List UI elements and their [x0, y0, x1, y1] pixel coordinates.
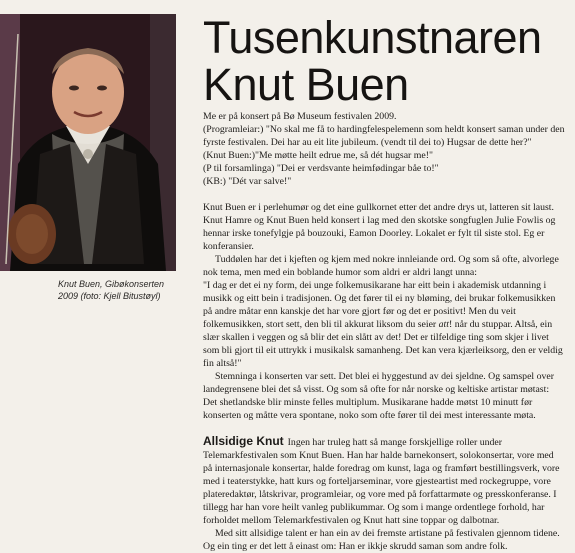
paragraph: Knut Buen er i perlehumør og det eine gullkornet etter det andre drys ut, latteren sit laust. Knut Hamre og Knut Buen held konsert i lag med den skotske songfuglen Julie Fowlis og hennar irske tonefylgje på bouzouki, Eamon Doorley. Lokalet er fylt til siste stol. Eg er konferansier.: [203, 202, 556, 252]
paragraph: Tuddølen har det i kjeften og kjem med nokre innleiande ord. Og som så ofte, alvorlege nok tema, men med ein boblande humor som aldri er aldri langt unna:: [203, 254, 559, 278]
paragraph: Stemninga i konserten var sett. Det blei ei hyggestund av dei sjeldne. Og samspel over landegrensene blei det så visst. Og som så ofte for når norske og keltiske artistar møtast: Det shetlandske blir minste felles multiplum. Musikarane hadde møtst 10 minutt før konserten og måtte vera spontane, noko som ofte fører til dei mest interessante møta.: [203, 371, 555, 421]
paragraph: Med sitt allsidige talent er han ein av dei fremste artistane på festivalen gjennom tidene. Og ein ting er det lett å einast om: Han er ikkje skrudd saman som andre folk.: [203, 528, 560, 552]
quote-text: "I dag er det ei ny form, dei unge folkemusikarane har eitt bein i akademisk utdanning i musikk og eitt bein i tradisjonen. Og det fører til ei ny bløming, dei brukar folkemusikken på andre måtar enn kanskje det har vore gjort før og det er positivt! Men du veit folkemusikken, stort sett, den bli til akkurat liksom du seier: [203, 280, 556, 330]
intro-line: (Programleiar:) "No skal me få to hardingfelespelemenn som heldt konsert saman under den fyrste festivalen. Dei har au eit lite jubileum. (vendt til dei to) Hugsar de dette her?": [203, 124, 565, 148]
intro-line: (Knut Buen:)"Me møtte heilt edrue me, så dét hugsar me!": [203, 150, 433, 161]
caption-line: Knut Buen, Gibøkonserten: [58, 279, 165, 289]
section-heading: Allsidige Knut: [203, 434, 284, 448]
title-line-2: Knut Buen: [203, 59, 409, 110]
section-paragraph: [203, 435, 565, 527]
quote-italic: att: [438, 319, 449, 330]
intro-line: (P til forsamlinga) "Dei er verdsvante heimfødingar båe to!": [203, 163, 439, 174]
quote-paragraph: [203, 279, 565, 370]
photo-caption: [58, 278, 176, 302]
portrait-photo: [0, 14, 176, 271]
quote-text: ! når du stuppar. Altså, ein slær skallen i veggen og så blir det ein slått av det! Det er tilfeldige ting som skjer i livet som bli gjort til eit uttrykk i musikalsk samanheng. Det kan vera kjærleiksorg, den er veldig fin altså!": [203, 319, 563, 369]
article-title: [203, 14, 563, 108]
intro-dialogue: [203, 110, 565, 188]
intro-line: (KB:) "Dét var salve!": [203, 176, 292, 187]
article-body: [203, 110, 565, 553]
musician-illustration: [0, 14, 176, 271]
caption-line: 2009 (foto: Kjell Bitustøyl): [58, 291, 161, 301]
paragraph-text: Ingen har truleg hatt så mange forskjellige roller under Telemarkfestivalen som Knut Buen. Han har halde barnekonsert, solokonsertar, vore med på internasjonale konsertar, halde foredrag om kunst, laga og framført bestillingsverk, vore med i teaterstykke, hatt kurs og forteljarseminar, vore gjesteartist med rockegruppe, vore plateredaktør, låtskrivar, programleiar, og vore med på forfattarmøte og presskonferanse. I tillegg har han vore heilt vanleg publikummar. Og som i mange ordentlege forhold, har forholdet mellom Telemarkfestivalen og Knut hatt sine toppar og dalbotnar.: [203, 437, 560, 526]
title-line-1: Tusenkunstnaren: [203, 12, 542, 63]
intro-line: Me er på konsert på Bø Museum festivalen 2009.: [203, 111, 397, 122]
